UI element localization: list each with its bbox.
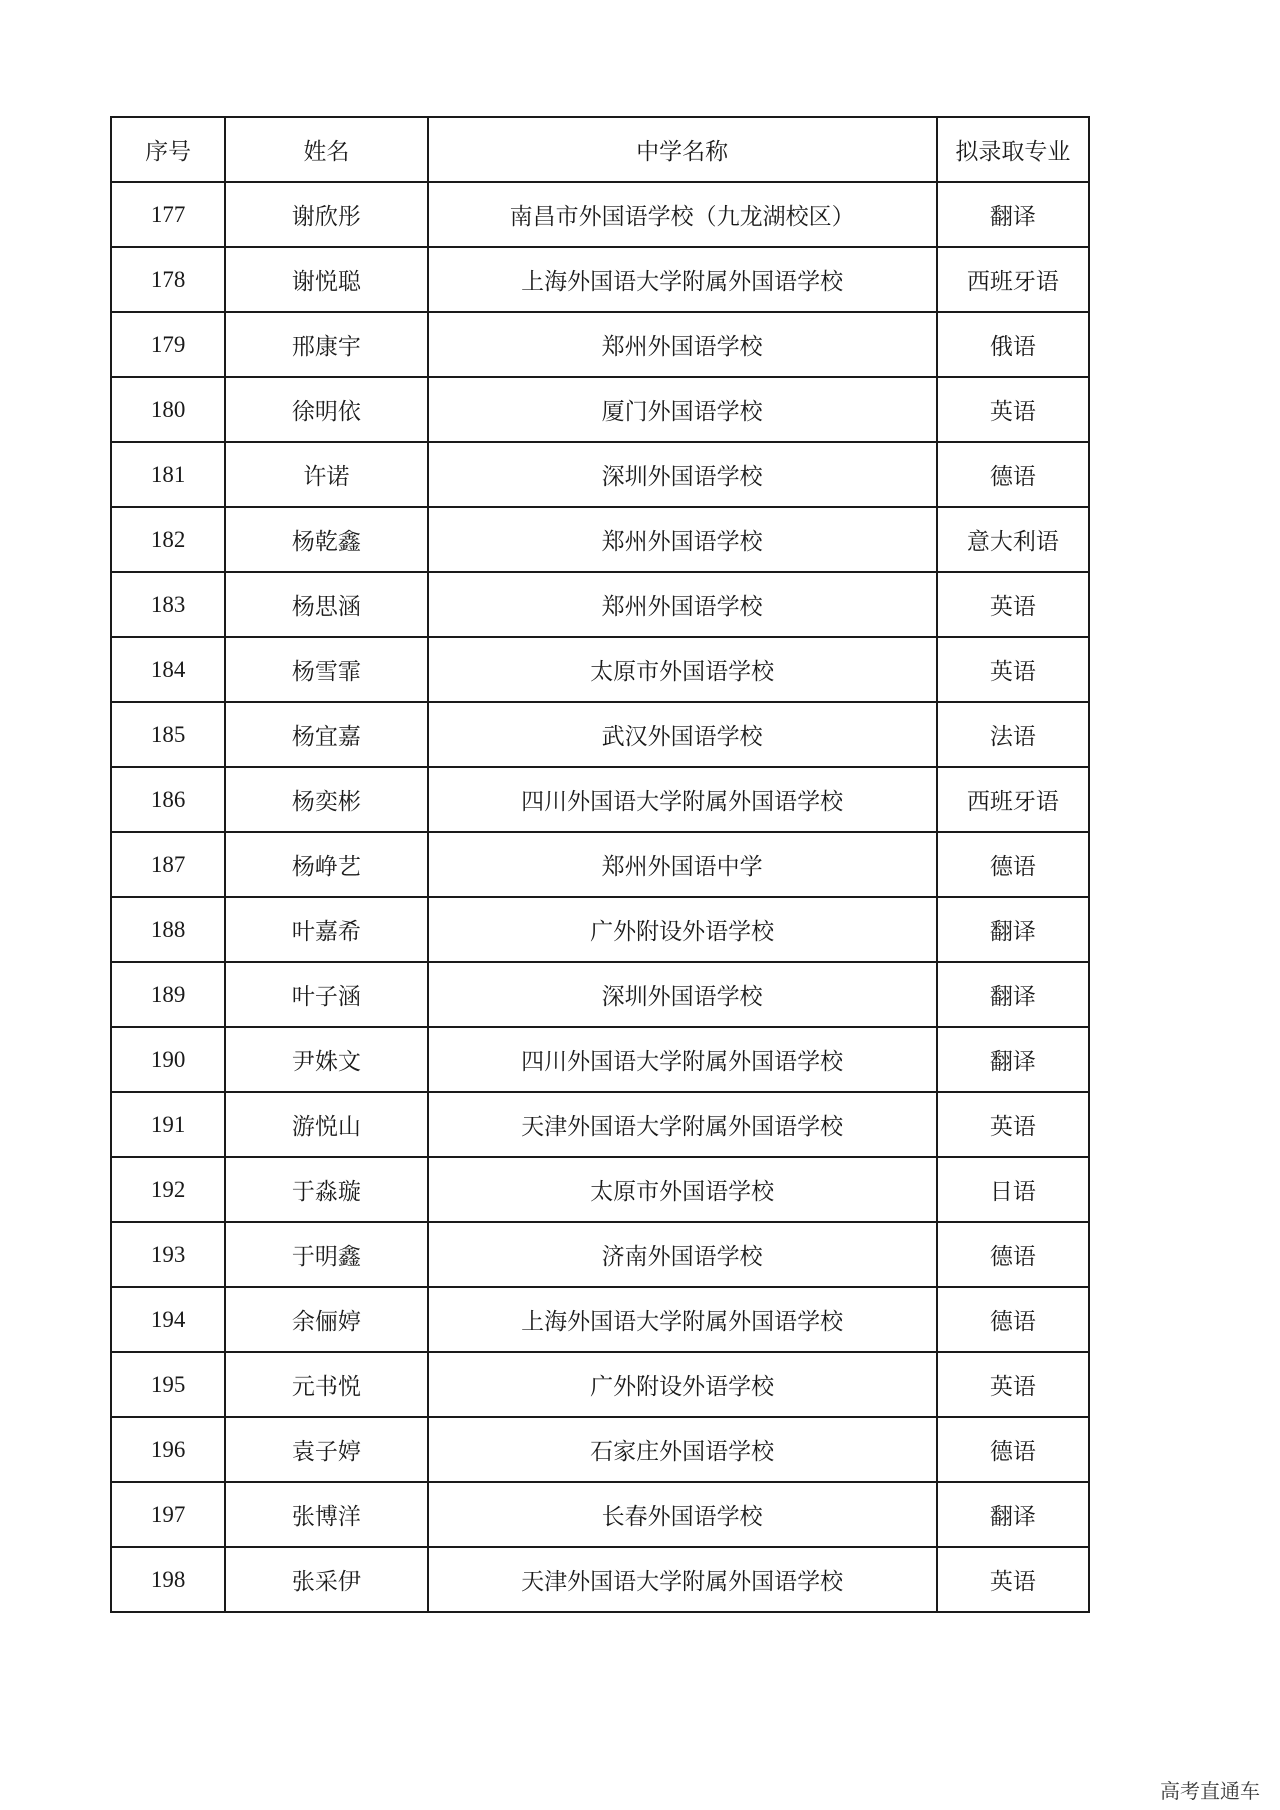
cell-school: 四川外国语大学附属外国语学校: [428, 767, 937, 832]
cell-school: 石家庄外国语学校: [428, 1417, 937, 1482]
header-school: 中学名称: [428, 117, 937, 182]
cell-school: 郑州外国语学校: [428, 572, 937, 637]
table-row: [111, 1222, 1089, 1287]
table-row: [111, 767, 1089, 832]
cell-school: 广外附设外语学校: [428, 897, 937, 962]
cell-major: 日语: [937, 1157, 1089, 1222]
table-row: [111, 507, 1089, 572]
cell-name: 许诺: [225, 442, 427, 507]
cell-name: 余俪婷: [225, 1287, 427, 1352]
table-header-row: [111, 117, 1089, 182]
cell-school: 厦门外国语学校: [428, 377, 937, 442]
table-row: [111, 1027, 1089, 1092]
cell-major: 翻译: [937, 182, 1089, 247]
cell-name: 叶嘉希: [225, 897, 427, 962]
cell-school: 郑州外国语学校: [428, 507, 937, 572]
cell-seq: 178: [111, 247, 225, 312]
cell-school: 太原市外国语学校: [428, 637, 937, 702]
cell-seq: 189: [111, 962, 225, 1027]
cell-school: 广外附设外语学校: [428, 1352, 937, 1417]
cell-name: 杨宜嘉: [225, 702, 427, 767]
cell-seq: 190: [111, 1027, 225, 1092]
cell-name: 杨思涵: [225, 572, 427, 637]
cell-name: 杨奕彬: [225, 767, 427, 832]
cell-school: 深圳外国语学校: [428, 442, 937, 507]
table-row: [111, 1157, 1089, 1222]
cell-name: 游悦山: [225, 1092, 427, 1157]
cell-school: 郑州外国语学校: [428, 312, 937, 377]
cell-major: 法语: [937, 702, 1089, 767]
cell-major: 英语: [937, 572, 1089, 637]
cell-seq: 184: [111, 637, 225, 702]
cell-name: 张采伊: [225, 1547, 427, 1612]
cell-major: 德语: [937, 442, 1089, 507]
cell-name: 杨乾鑫: [225, 507, 427, 572]
cell-major: 翻译: [937, 897, 1089, 962]
cell-school: 天津外国语大学附属外国语学校: [428, 1547, 937, 1612]
cell-seq: 198: [111, 1547, 225, 1612]
cell-name: 谢欣彤: [225, 182, 427, 247]
cell-school: 长春外国语学校: [428, 1482, 937, 1547]
cell-name: 徐明依: [225, 377, 427, 442]
cell-seq: 177: [111, 182, 225, 247]
table-row: [111, 312, 1089, 377]
watermark-text: 高考直通车: [1160, 1779, 1260, 1803]
cell-name: 叶子涵: [225, 962, 427, 1027]
table-row: [111, 182, 1089, 247]
table-row: [111, 1092, 1089, 1157]
cell-name: 元书悦: [225, 1352, 427, 1417]
cell-name: 邢康宇: [225, 312, 427, 377]
cell-major: 俄语: [937, 312, 1089, 377]
cell-seq: 187: [111, 832, 225, 897]
table-body: [111, 182, 1089, 1612]
cell-seq: 179: [111, 312, 225, 377]
cell-name: 张博洋: [225, 1482, 427, 1547]
table-row: [111, 1352, 1089, 1417]
table-row: [111, 1547, 1089, 1612]
cell-major: 英语: [937, 637, 1089, 702]
cell-seq: 188: [111, 897, 225, 962]
cell-major: 德语: [937, 1287, 1089, 1352]
header-seq: 序号: [111, 117, 225, 182]
cell-name: 谢悦聪: [225, 247, 427, 312]
cell-school: 深圳外国语学校: [428, 962, 937, 1027]
cell-major: 德语: [937, 1222, 1089, 1287]
table-row: [111, 1482, 1089, 1547]
table-row: [111, 637, 1089, 702]
cell-name: 杨雪霏: [225, 637, 427, 702]
cell-major: 德语: [937, 1417, 1089, 1482]
table-row: [111, 962, 1089, 1027]
table-row: [111, 442, 1089, 507]
cell-seq: 191: [111, 1092, 225, 1157]
cell-major: 翻译: [937, 962, 1089, 1027]
cell-seq: 196: [111, 1417, 225, 1482]
cell-name: 袁子婷: [225, 1417, 427, 1482]
cell-seq: 183: [111, 572, 225, 637]
cell-school: 太原市外国语学校: [428, 1157, 937, 1222]
cell-seq: 182: [111, 507, 225, 572]
cell-major: 英语: [937, 1352, 1089, 1417]
admission-list-table: [110, 116, 1090, 1613]
table-row: [111, 572, 1089, 637]
cell-major: 翻译: [937, 1027, 1089, 1092]
cell-major: 英语: [937, 377, 1089, 442]
cell-major: 英语: [937, 1092, 1089, 1157]
cell-seq: 185: [111, 702, 225, 767]
table-row: [111, 247, 1089, 312]
table-row: [111, 377, 1089, 442]
table-row: [111, 702, 1089, 767]
table-row: [111, 1417, 1089, 1482]
header-major: 拟录取专业: [937, 117, 1089, 182]
cell-major: 英语: [937, 1547, 1089, 1612]
table-row: [111, 897, 1089, 962]
cell-seq: 194: [111, 1287, 225, 1352]
cell-seq: 186: [111, 767, 225, 832]
cell-seq: 180: [111, 377, 225, 442]
table-row: [111, 1287, 1089, 1352]
cell-school: 南昌市外国语学校（九龙湖校区）: [428, 182, 937, 247]
cell-name: 尹姝文: [225, 1027, 427, 1092]
cell-school: 济南外国语学校: [428, 1222, 937, 1287]
cell-name: 于淼璇: [225, 1157, 427, 1222]
cell-seq: 193: [111, 1222, 225, 1287]
cell-seq: 195: [111, 1352, 225, 1417]
cell-major: 意大利语: [937, 507, 1089, 572]
cell-seq: 192: [111, 1157, 225, 1222]
cell-seq: 181: [111, 442, 225, 507]
cell-major: 德语: [937, 832, 1089, 897]
cell-name: 于明鑫: [225, 1222, 427, 1287]
cell-school: 武汉外国语学校: [428, 702, 937, 767]
cell-school: 郑州外国语中学: [428, 832, 937, 897]
cell-school: 天津外国语大学附属外国语学校: [428, 1092, 937, 1157]
cell-seq: 197: [111, 1482, 225, 1547]
cell-major: 西班牙语: [937, 767, 1089, 832]
cell-name: 杨峥艺: [225, 832, 427, 897]
table-row: [111, 832, 1089, 897]
cell-major: 西班牙语: [937, 247, 1089, 312]
cell-school: 上海外国语大学附属外国语学校: [428, 1287, 937, 1352]
cell-school: 四川外国语大学附属外国语学校: [428, 1027, 937, 1092]
header-name: 姓名: [225, 117, 427, 182]
cell-school: 上海外国语大学附属外国语学校: [428, 247, 937, 312]
cell-major: 翻译: [937, 1482, 1089, 1547]
